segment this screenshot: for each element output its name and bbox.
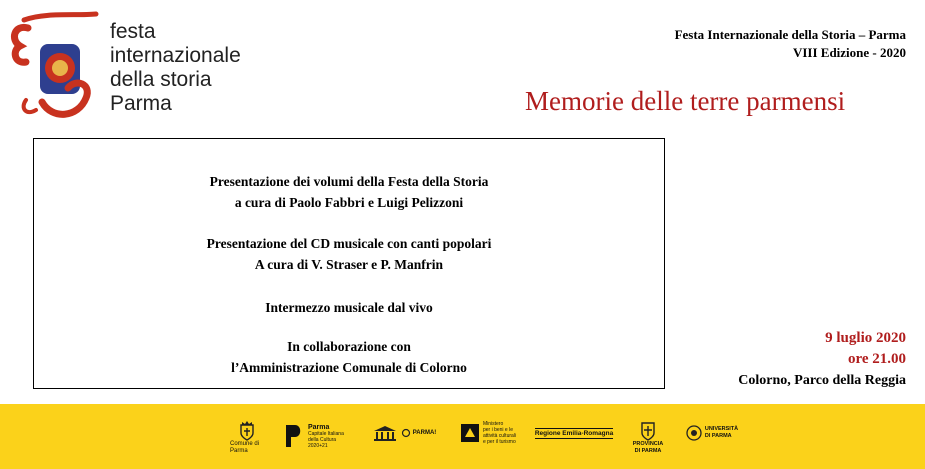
program-line: Intermezzo musicale dal vivo: [265, 300, 433, 315]
festival-edition: VIII Edizione - 2020: [792, 45, 906, 60]
partner-label: PARMA!: [412, 429, 437, 436]
unesco-temple-icon: [372, 424, 398, 442]
partner-label: e per il turismo: [482, 439, 516, 445]
program-line: Presentazione dei volumi della Festa della Storia: [209, 174, 489, 189]
event-time: ore 21.00: [847, 351, 906, 367]
partner-label: DI PARMA: [634, 448, 662, 454]
program-line: a cura di Paolo Fabbri e Luigi Pelizzoni: [234, 195, 464, 210]
program-line: A cura di V. Straser e P. Manfrin: [254, 257, 444, 272]
partner-label: per i beni e le: [482, 427, 513, 433]
partner-label: Comune di Parma: [230, 441, 260, 454]
partner-label: Parma: [308, 423, 330, 431]
program-line: In collaborazione con: [287, 339, 411, 354]
ministry-emblem-icon: [460, 423, 480, 443]
logo-line: della storia: [110, 68, 212, 91]
program-block-volumes: [34, 171, 664, 213]
partner-label: PROVINCIA: [632, 441, 664, 447]
event-info: [738, 328, 906, 391]
event-place: Colorno, Parco della Reggia: [738, 373, 906, 388]
partner-label: della Cultura: [308, 436, 337, 443]
program-line: l’Amministrazione Comunale di Colorno: [231, 360, 467, 375]
partner-label: DI PARMA: [704, 433, 732, 439]
festival-logo-emblem: [6, 10, 102, 122]
program-block-music: [34, 297, 664, 318]
partner-label: Ministero: [482, 421, 504, 427]
partner-comune-di-parma: [230, 418, 264, 456]
festival-name: Festa Internazionale della Storia – Parma: [674, 27, 906, 42]
festival-logo-text: [110, 20, 241, 116]
partner-provincia: [628, 418, 668, 458]
partner-parma-capitale: [284, 418, 348, 454]
program-line: Presentazione del CD musicale con canti popolari: [206, 236, 492, 251]
festival-header: [675, 26, 906, 62]
logo-line: internazionale: [110, 44, 241, 67]
partner-regione: [534, 418, 614, 448]
partner-universita: [684, 418, 740, 448]
program-box: [33, 138, 665, 389]
province-crest-icon: [640, 421, 656, 441]
program-block-collaboration: [34, 336, 664, 378]
logo-line: Parma: [110, 92, 172, 115]
partner-label: Regione Emilia-Romagna: [534, 429, 614, 437]
logo-line: festa: [110, 20, 156, 43]
event-title: Memorie delle terre parmensi: [525, 86, 846, 116]
partner-label: UNIVERSITÀ: [704, 426, 739, 432]
university-seal-icon: [686, 425, 702, 441]
capitale-p-icon: [284, 423, 304, 449]
program-block-cd: [34, 233, 664, 275]
partner-parma-unesco: [368, 418, 440, 448]
partner-label: 2020+21: [308, 442, 328, 449]
city-crest-icon: [238, 419, 256, 441]
event-date: 9 luglio 2020: [825, 330, 906, 346]
sun-icon: [401, 428, 411, 438]
partner-label: Capitale Italiana: [308, 430, 344, 437]
partner-label: attività culturali: [482, 433, 517, 439]
partner-ministero: [456, 418, 520, 448]
